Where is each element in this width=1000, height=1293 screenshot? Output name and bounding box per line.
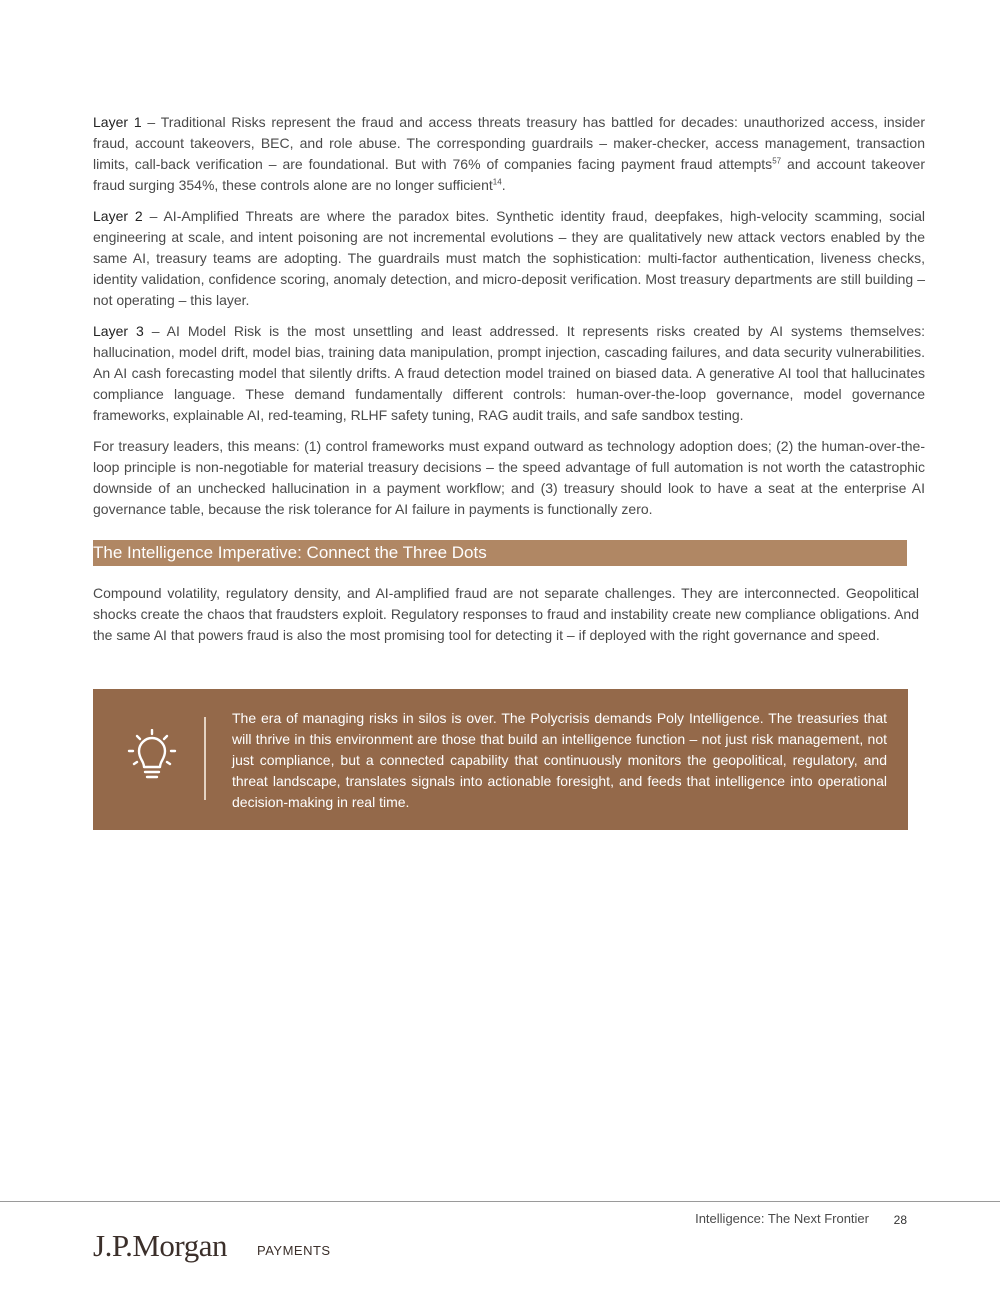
layer-1-text-b: and account takeover fraud surging 354%, these controls alone are no longer sufficient <box>93 156 925 193</box>
layer-3-lead: Layer 3 <box>93 323 144 339</box>
layer-1-paragraph <box>93 112 925 196</box>
layer-3-text: – AI Model Risk is the most unsettling and least addressed. It represents risks created by AI systems themselves: hallucination, model drift, model bias, training data manipulation, prompt injection, cascading failures, and data security vulnerabilities. An AI cash forecasting model that silently drifts. A fraud detection model trained on biased data. A generative AI tool that hallucinates compliance language. These demand fundamentally different controls: human-over-the-loop governance, model governance frameworks, explainable AI, red-teaming, RLHF safety tuning, RAG audit trails, and safe sandbox testing. <box>93 323 925 423</box>
section-paragraph: Compound volatility, regulatory density, and AI-amplified fraud are not separate challenges. They are interconnected. Geopolitical shocks create the chaos that fraudsters exploit. Regulatory responses to fraud and instability create new compliance obligations. And the same AI that powers fraud is also the most promising tool for detecting it – if deployed with the right governance and speed. <box>93 585 919 643</box>
section-body <box>93 583 919 656</box>
footer-divider <box>0 1201 1000 1202</box>
jpmorgan-logo: J.P.Morgan <box>93 1228 227 1263</box>
layer-2-paragraph <box>93 206 925 311</box>
footnote-ref: 14 <box>492 177 502 187</box>
logo-subtitle: PAYMENTS <box>257 1243 331 1258</box>
page-number: 28 <box>893 1213 907 1227</box>
callout-text: The era of managing risks in silos is over. The Polycrisis demands Poly Intelligence. The treasuries that will thrive in this environment are those that build an intelligence function – not just risk management, not just compliance, but a connected capability that continuously monitors the geopolitical, regulatory, and threat landscape, translates signals into actionable foresight, and feeds that intelligence into operational decision-making in real time. <box>232 710 887 810</box>
layer-1-text-a: – Traditional Risks represent the fraud and access threats treasury has battled for decades: unauthorized access, insider fraud, account takeovers, BEC, and role abuse. The corresponding guardrails – maker-checker, access management, transaction limits, call-back verification – are foundational. But with 76% of companies facing payment fraud attempts <box>93 114 925 172</box>
layer-2-lead: Layer 2 <box>93 208 143 224</box>
layer-1-lead: Layer 1 <box>93 114 142 130</box>
callout-box <box>93 689 908 830</box>
footer-title: Intelligence: The Next Frontier <box>695 1211 869 1226</box>
leaders-paragraph: For treasury leaders, this means: (1) control frameworks must expand outward as technology adoption does; (2) the human-over-the-loop principle is non-negotiable for material treasury decisions – the speed advantage of full automation is not worth the catastrophic downside of an unchecked hallucination in a payment workflow; and (3) treasury should look to have a seat at the enterprise AI governance table, because the risk tolerance for AI failure in payments is functionally zero. <box>93 438 925 517</box>
section-heading-bar <box>93 540 907 566</box>
section-heading: The Intelligence Imperative: Connect the Three Dots <box>93 543 487 562</box>
layer-2-text: – AI-Amplified Threats are where the paradox bites. Synthetic identity fraud, deepfakes, high-velocity scamming, social engineering at scale, and intent poisoning are not incremental evolutions – they are qualitatively new attack vectors enabled by the same AI, treasury teams are adopting. The guardrails must match the sophistication: multi-factor authentication, liveness checks, identity validation, confidence scoring, anomaly detection, and micro-deposit verification. Most treasury departments are still building – not operating – this layer. <box>93 208 925 308</box>
lightbulb-icon <box>127 729 177 789</box>
callout-divider <box>204 717 206 800</box>
footnote-ref: 57 <box>772 156 782 166</box>
layer-1-text-c: . <box>501 177 506 193</box>
layer-3-paragraph <box>93 321 925 426</box>
main-content <box>93 112 925 530</box>
